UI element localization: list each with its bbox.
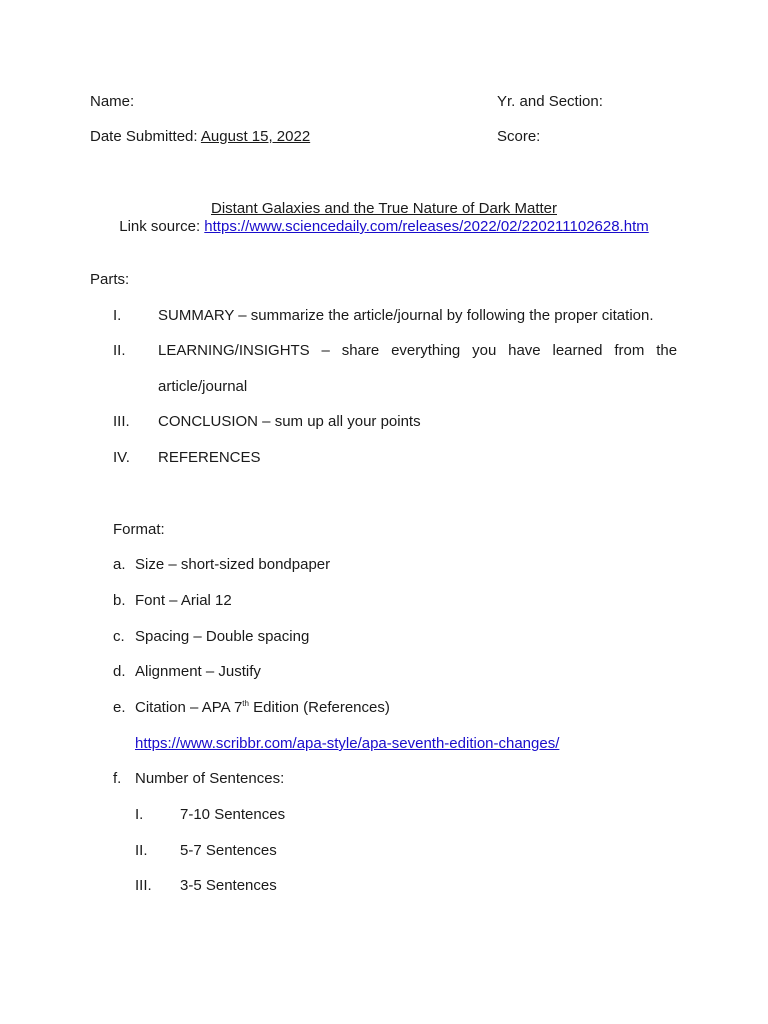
sentences-numeral-1: I.	[135, 806, 144, 823]
link-source-row	[0, 218, 768, 236]
format-item-citation: Citation – APA 7th Edition (References)	[135, 699, 390, 716]
ordinal-superscript: th	[242, 699, 249, 708]
sentences-item-1: 7-10 Sentences	[180, 806, 286, 823]
format-letter-a: a.	[113, 556, 126, 573]
parts-numeral-4: IV.	[113, 449, 130, 466]
format-item-size: Size – short-sized bondpaper	[135, 556, 331, 573]
format-letter-b: b.	[113, 592, 126, 609]
title-text: Distant Galaxies and the True Nature of Dark Matter	[211, 200, 557, 217]
date-label: Date Submitted:	[90, 128, 198, 145]
apa-link-row	[135, 735, 559, 753]
format-letter-c: c.	[113, 628, 125, 645]
format-letter-f: f.	[113, 770, 122, 787]
apa-link[interactable]: https://www.scribbr.com/apa-style/apa-seventh-edition-changes/	[135, 735, 560, 752]
sentences-item-2: 5-7 Sentences	[180, 842, 277, 859]
parts-numeral-1: I.	[113, 307, 122, 324]
document-title	[0, 200, 768, 218]
parts-item-summary: SUMMARY – summarize the article/journal by following the proper citation.	[158, 307, 654, 324]
sentences-item-3: 3-5 Sentences	[180, 877, 277, 894]
parts-heading: Parts:	[90, 271, 130, 288]
format-item-sentences: Number of Sentences:	[135, 770, 285, 787]
parts-item-conclusion: CONCLUSION – sum up all your points	[158, 413, 421, 430]
parts-numeral-2: II.	[113, 342, 126, 359]
date-value: August 15, 2022	[200, 128, 311, 145]
format-letter-e: e.	[113, 699, 126, 716]
format-item-spacing: Spacing – Double spacing	[135, 628, 310, 645]
parts-numeral-3: III.	[113, 413, 130, 430]
date-submitted-row	[90, 128, 310, 146]
link-source-label: Link source:	[119, 218, 201, 235]
parts-item-learning-line1: LEARNING/INSIGHTS – share everything you have learned from the	[158, 342, 678, 359]
format-item-alignment: Alignment – Justify	[135, 663, 261, 680]
score-label: Score:	[497, 128, 541, 145]
sentences-numeral-3: III.	[135, 877, 152, 894]
format-letter-d: d.	[113, 663, 126, 680]
parts-item-learning-line2: article/journal	[158, 378, 248, 395]
format-item-font: Font – Arial 12	[135, 592, 232, 609]
article-link[interactable]: https://www.sciencedaily.com/releases/2022/02/220211102628.htm	[204, 218, 649, 235]
parts-item-references: REFERENCES	[158, 449, 261, 466]
yr-section-label: Yr. and Section:	[497, 93, 603, 110]
sentences-numeral-2: II.	[135, 842, 148, 859]
name-label: Name:	[90, 93, 135, 110]
format-heading: Format:	[113, 521, 165, 538]
